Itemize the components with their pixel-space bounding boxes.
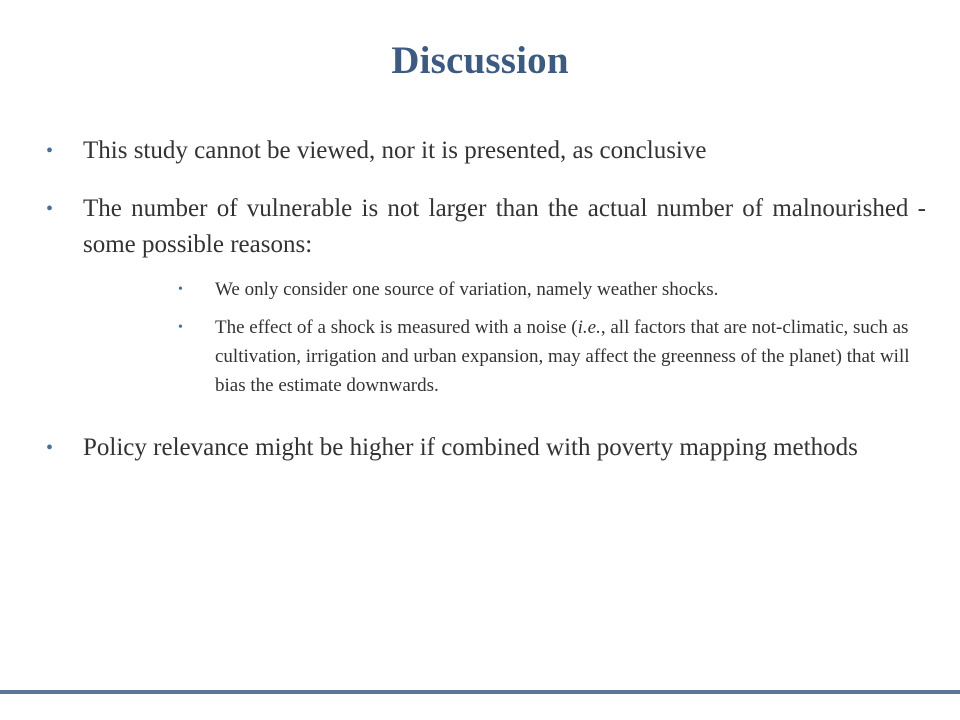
bullet-dot-icon: • (46, 437, 54, 459)
sub-bullet-dot-icon: • (178, 282, 183, 297)
bullet-dot-icon: • (46, 198, 54, 220)
bullet-item-conclusive (46, 133, 926, 169)
bullet-text: This study cannot be viewed, nor it is presented, as conclusive (83, 137, 707, 164)
bottom-divider (0, 690, 960, 694)
bullet-text: The number of vulnerable is not larger than the actual number of malnourished - some possible reasons: (83, 195, 926, 258)
sub-bullet-item-noise (178, 313, 926, 400)
sub-bullet-dot-icon: • (178, 320, 183, 335)
bullet-item-vulnerable (46, 191, 926, 400)
sub-bullet-text-after: , all factors that are not-climatic, such as cultivation, irrigation and urban expansion, may affect the greenness of the planet) that will bias the estimate downwards. (215, 317, 910, 396)
bullet-list (46, 133, 926, 466)
bullet-item-policy (46, 430, 926, 466)
sub-bullet-item-weather (178, 275, 926, 304)
sub-bullet-text-before: The effect of a shock is measured with a noise ( (215, 317, 578, 338)
bullet-dot-icon: • (46, 140, 54, 162)
sub-bullet-text (215, 317, 910, 396)
sub-bullet-emphasis: i.e. (577, 317, 601, 338)
bullet-text: Policy relevance might be higher if combined with poverty mapping methods (83, 434, 858, 461)
sub-bullet-text: We only consider one source of variation, namely weather shocks. (215, 279, 719, 300)
sub-bullet-list (83, 275, 926, 400)
slide-title: Discussion (391, 39, 569, 82)
